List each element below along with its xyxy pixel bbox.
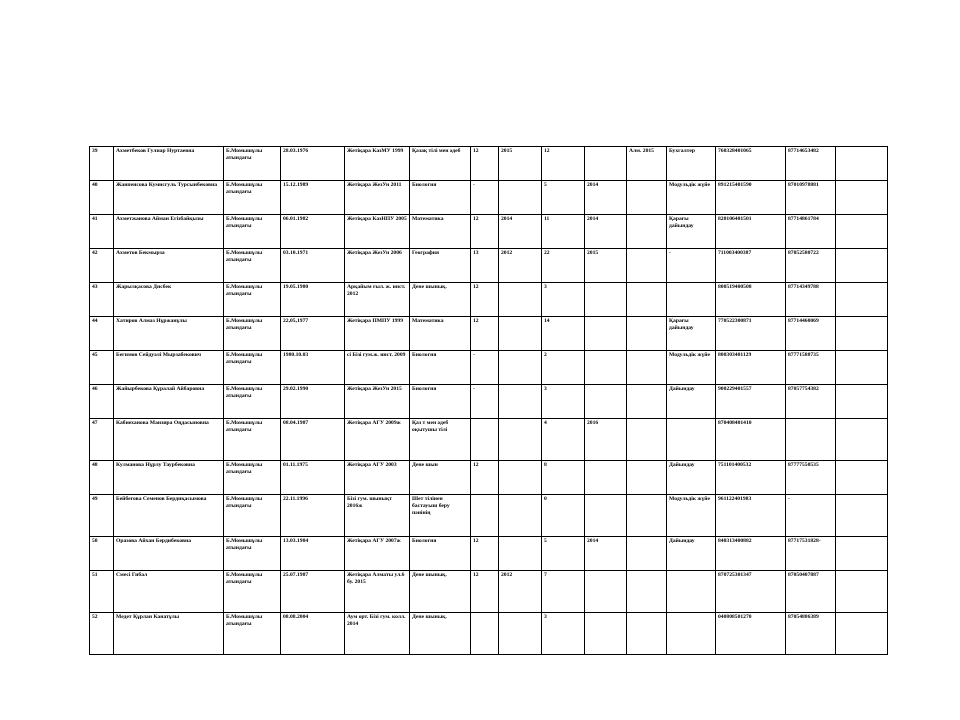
table-cell: Дайындау (667, 385, 716, 419)
table-cell: 751101400532 (716, 461, 786, 495)
table-cell: 2014 (585, 215, 627, 249)
table-cell: Б.Момышұлы атындағы (224, 385, 281, 419)
table-cell (667, 419, 716, 461)
table-cell: Шет тілінен бастауыш беру пәнінің (410, 495, 471, 537)
table-cell: Қарағы дайындау (667, 215, 716, 249)
table-cell: Хатиров Алмаз Нұржанұлы (114, 317, 224, 351)
table-cell (499, 537, 542, 571)
table-cell: Бейбегова Семенов Бердиқасымова (114, 495, 224, 537)
table-cell: 12 (471, 283, 499, 317)
table-cell: 2014 (585, 181, 627, 215)
table-cell: - (471, 385, 499, 419)
table-cell: 42 (90, 249, 114, 283)
table-row (90, 537, 888, 571)
table-cell: Дене шын (410, 461, 471, 495)
table-cell (585, 571, 627, 613)
table-cell: 87054886389 (786, 613, 836, 655)
table-cell: Математика (410, 215, 471, 249)
table-cell: Аум орт. Бізі гум. колл. 2014 (345, 613, 410, 655)
table-cell (585, 317, 627, 351)
table-cell: Жайырбекова Құралай Айбаровна (114, 385, 224, 419)
table-cell: 12 (542, 147, 585, 181)
table-cell (627, 283, 667, 317)
table-cell (499, 317, 542, 351)
table-cell: Оразова Айхан Бердибековна (114, 537, 224, 571)
table-row (90, 317, 888, 351)
table-cell: Б.Момышұлы атындағы (224, 181, 281, 215)
table-cell (667, 283, 716, 317)
table-cell: 87771588735 (786, 351, 836, 385)
table-cell (499, 613, 542, 655)
table-cell (499, 181, 542, 215)
table-cell: 87714349788 (786, 283, 836, 317)
table-cell: 44 (90, 317, 114, 351)
table-cell: сі Бізі гум.ж. инст. 2009 (345, 351, 410, 385)
table-cell (836, 317, 888, 351)
table-cell (836, 613, 888, 655)
table-row (90, 215, 888, 249)
table-cell: Биология (410, 385, 471, 419)
table-cell: Жетіқара ЖезУн 2011 (345, 181, 410, 215)
table-cell (836, 461, 888, 495)
table-cell: Бегимов Сейдуәлі Мырзабекович (114, 351, 224, 385)
table-cell (627, 385, 667, 419)
table-cell: - (471, 181, 499, 215)
table-cell: Б.Момышұлы атындағы (224, 495, 281, 537)
table-row (90, 495, 888, 537)
table-cell (585, 613, 627, 655)
table-cell: 12 (471, 461, 499, 495)
table-cell: Жетіқара ЖезУн 2006 (345, 249, 410, 283)
table-cell: 87717531828- (786, 537, 836, 571)
table-cell (836, 215, 888, 249)
table-cell: Жетіқара АГУ 2007ж (345, 537, 410, 571)
table-cell: Алм. 2015 (627, 147, 667, 181)
table-cell (499, 351, 542, 385)
table-cell: 891215401590 (716, 181, 786, 215)
table-cell (667, 613, 716, 655)
table-cell (585, 461, 627, 495)
table-cell: 2012 (499, 249, 542, 283)
table-cell (627, 181, 667, 215)
table-cell: Модульдік жүйе (667, 351, 716, 385)
table-cell (471, 495, 499, 537)
table-cell: Ахметов Бекмырза (114, 249, 224, 283)
table-cell (585, 147, 627, 181)
table-cell: 800303401129 (716, 351, 786, 385)
table-cell: 47 (90, 419, 114, 461)
table-cell (836, 283, 888, 317)
table-cell: Дене шынық. (410, 613, 471, 655)
table-cell: Дене шынық. (410, 283, 471, 317)
table-cell: 01.11.1975 (281, 461, 345, 495)
table-cell (836, 147, 888, 181)
table-cell: 03.10.1971 (281, 249, 345, 283)
table-cell: 22.11.1996 (281, 495, 345, 537)
table-cell: 2014 (499, 215, 542, 249)
table-cell: Смесі Гибал (114, 571, 224, 613)
table-cell: Ахметжанова Айман Егізбайқызы (114, 215, 224, 249)
table-cell: 900229401557 (716, 385, 786, 419)
table-cell: 51 (90, 571, 114, 613)
table-row (90, 461, 888, 495)
table-row (90, 351, 888, 385)
table-cell: 87714653482 (786, 147, 836, 181)
table-cell: 43 (90, 283, 114, 317)
table-cell: Б.Момышұлы атындағы (224, 147, 281, 181)
table-cell: Жетіқара ЖезУн 2015 (345, 385, 410, 419)
table-cell (836, 351, 888, 385)
table-cell (499, 461, 542, 495)
table-cell: Биология (410, 181, 471, 215)
table-cell: 13 (471, 249, 499, 283)
table-cell (836, 571, 888, 613)
table-cell: - (667, 249, 716, 283)
table-cell (627, 351, 667, 385)
table-cell (627, 613, 667, 655)
table-cell: 50 (90, 537, 114, 571)
table-cell: 28.03.1976 (281, 147, 345, 181)
table-cell: 5 (542, 181, 585, 215)
table-cell (585, 495, 627, 537)
table-cell: Дайындау (667, 537, 716, 571)
table-cell: Б.Момышұлы атындағы (224, 613, 281, 655)
table-cell: 08.04.1987 (281, 419, 345, 461)
table-cell (585, 351, 627, 385)
table-cell: 87777550535 (786, 461, 836, 495)
table-row (90, 147, 888, 181)
table-cell: 8 (542, 461, 585, 495)
table-row (90, 419, 888, 461)
table-cell (627, 537, 667, 571)
table-cell: Б.Момышұлы атындағы (224, 283, 281, 317)
table-cell: Б.Момышұлы атындағы (224, 461, 281, 495)
table-cell: 040808501270 (716, 613, 786, 655)
table-cell: 46 (90, 385, 114, 419)
table-cell (836, 385, 888, 419)
table-cell (786, 419, 836, 461)
table-cell: 87714861784 (786, 215, 836, 249)
table-cell (627, 461, 667, 495)
table-cell: 48 (90, 461, 114, 495)
table-cell (836, 181, 888, 215)
table-cell: Жетіқара КазНПУ 2005 (345, 215, 410, 249)
data-table (89, 146, 888, 655)
table-cell: 15.12.1989 (281, 181, 345, 215)
table-cell: Жетіқара ПМПУ 1999 (345, 317, 410, 351)
table-row (90, 571, 888, 613)
table-cell (499, 385, 542, 419)
table-cell: 2 (542, 351, 585, 385)
table-cell: 87057754382 (786, 385, 836, 419)
table-cell: 2012 (499, 571, 542, 613)
table-cell: 3 (542, 283, 585, 317)
table-cell: 4 (542, 419, 585, 461)
table-body (90, 147, 888, 655)
table-cell: Б.Момышұлы атындағы (224, 249, 281, 283)
table-cell: 22,05,1977 (281, 317, 345, 351)
table-row (90, 385, 888, 419)
table-cell: 06.01.1982 (281, 215, 345, 249)
table-row (90, 249, 888, 283)
table-cell (499, 495, 542, 537)
table-cell (627, 249, 667, 283)
table-cell: 87010978881 (786, 181, 836, 215)
table-cell: 19.05.1980 (281, 283, 345, 317)
table-cell: 87052580722 (786, 249, 836, 283)
table-cell: Жетіқара АГУ 2009ж (345, 419, 410, 461)
table-cell: 52 (90, 613, 114, 655)
table-cell: 2016 (585, 419, 627, 461)
table-cell: 45 (90, 351, 114, 385)
table-cell: 870408401410 (716, 419, 786, 461)
table-cell: Бізі гум. шынықт 2016ж (345, 495, 410, 537)
table-cell: Б.Момышұлы атындағы (224, 537, 281, 571)
table-cell: 12 (471, 317, 499, 351)
table-cell (667, 571, 716, 613)
table-cell: 40 (90, 181, 114, 215)
table-cell: Математика (410, 317, 471, 351)
table-cell: Дайындау (667, 461, 716, 495)
table-cell: 2014 (585, 537, 627, 571)
table-cell: 87714460069 (786, 317, 836, 351)
table-cell: Б.Момышұлы атындағы (224, 571, 281, 613)
table-cell: 7 (542, 571, 585, 613)
table-cell: 29.02.1990 (281, 385, 345, 419)
table-cell (585, 385, 627, 419)
table-cell: 1980.10.03 (281, 351, 345, 385)
table-cell: Жетіқара КазМУ 1999 (345, 147, 410, 181)
table-cell: Қазақ тілі мен әдеб (410, 147, 471, 181)
table-cell: 25.07.1987 (281, 571, 345, 613)
table-cell: Кулманова Нұрлу Таурбековна (114, 461, 224, 495)
table-cell: 13.03.1984 (281, 537, 345, 571)
table-row (90, 613, 888, 655)
table-cell (836, 249, 888, 283)
table-cell: 840313400882 (716, 537, 786, 571)
table-cell: 41 (90, 215, 114, 249)
table-cell: 12 (471, 571, 499, 613)
table-cell: 770522300871 (716, 317, 786, 351)
table-cell: 0 (542, 495, 585, 537)
table-cell (471, 419, 499, 461)
table-cell: Қарағы дайындау (667, 317, 716, 351)
table-cell: Қаз т мен әдеб оқытушы тілі (410, 419, 471, 461)
table-cell: Б.Момышұлы атындағы (224, 351, 281, 385)
table-cell: Медет Құрлан Канатұлы (114, 613, 224, 655)
table-cell: 800519400508 (716, 283, 786, 317)
table-cell (471, 613, 499, 655)
table-cell: - (471, 351, 499, 385)
table-cell: Жетіқара АГУ 2003 (345, 461, 410, 495)
table-cell: 820106401501 (716, 215, 786, 249)
table-cell (836, 419, 888, 461)
table-cell: География (410, 249, 471, 283)
table-cell (499, 419, 542, 461)
table-cell: 2015 (499, 147, 542, 181)
table-cell: 3 (542, 385, 585, 419)
table-cell: 08.08.2004 (281, 613, 345, 655)
table-cell (836, 495, 888, 537)
table-cell (836, 537, 888, 571)
table-cell: 5 (542, 537, 585, 571)
table-cell: 11 (542, 215, 585, 249)
table-cell: Б.Момышұлы атындағы (224, 419, 281, 461)
table-cell: Жанпеисова Кумисгуль Турсынбековна (114, 181, 224, 215)
table-cell: 49 (90, 495, 114, 537)
table-cell: Жарылқасова Дисбек (114, 283, 224, 317)
table-cell: 39 (90, 147, 114, 181)
table-cell: 22 (542, 249, 585, 283)
table-cell: Модульдік жүйе (667, 181, 716, 215)
table-cell: Жетіқара Алматы ул.6 бу. 2015 (345, 571, 410, 613)
table-cell: 14 (542, 317, 585, 351)
table-cell: 3 (542, 613, 585, 655)
table-cell: 87050407887 (786, 571, 836, 613)
table-cell (585, 283, 627, 317)
table-cell: Кабиеханова Манзира Оңдасыновна (114, 419, 224, 461)
table-cell: 12 (471, 147, 499, 181)
table-cell: Модульдік жүйе (667, 495, 716, 537)
table-cell: Бухгалтер (667, 147, 716, 181)
table-cell (627, 215, 667, 249)
table-row (90, 181, 888, 215)
table-cell: 961122401983 (716, 495, 786, 537)
table-cell: 2015 (585, 249, 627, 283)
table-row (90, 283, 888, 317)
table-cell: Биология (410, 537, 471, 571)
table-cell: Б.Момышұлы атындағы (224, 215, 281, 249)
table-cell: Биология (410, 351, 471, 385)
table-cell: Арқайым ғыл. ж. инст. 2012 (345, 283, 410, 317)
table-cell (627, 419, 667, 461)
table-cell: - (786, 495, 836, 537)
table-cell (499, 283, 542, 317)
table-cell: 760328401065 (716, 147, 786, 181)
table-cell (627, 571, 667, 613)
table-cell: 870725301347 (716, 571, 786, 613)
table-cell: Б.Момышұлы атындағы (224, 317, 281, 351)
table-cell: 12 (471, 215, 499, 249)
table-cell (627, 317, 667, 351)
table-cell (627, 495, 667, 537)
table-cell: Ахметбеков Гулнар Нуртаевна (114, 147, 224, 181)
table-cell: 12 (471, 537, 499, 571)
table-cell: Дене шынық. (410, 571, 471, 613)
table-cell: 711003400387 (716, 249, 786, 283)
